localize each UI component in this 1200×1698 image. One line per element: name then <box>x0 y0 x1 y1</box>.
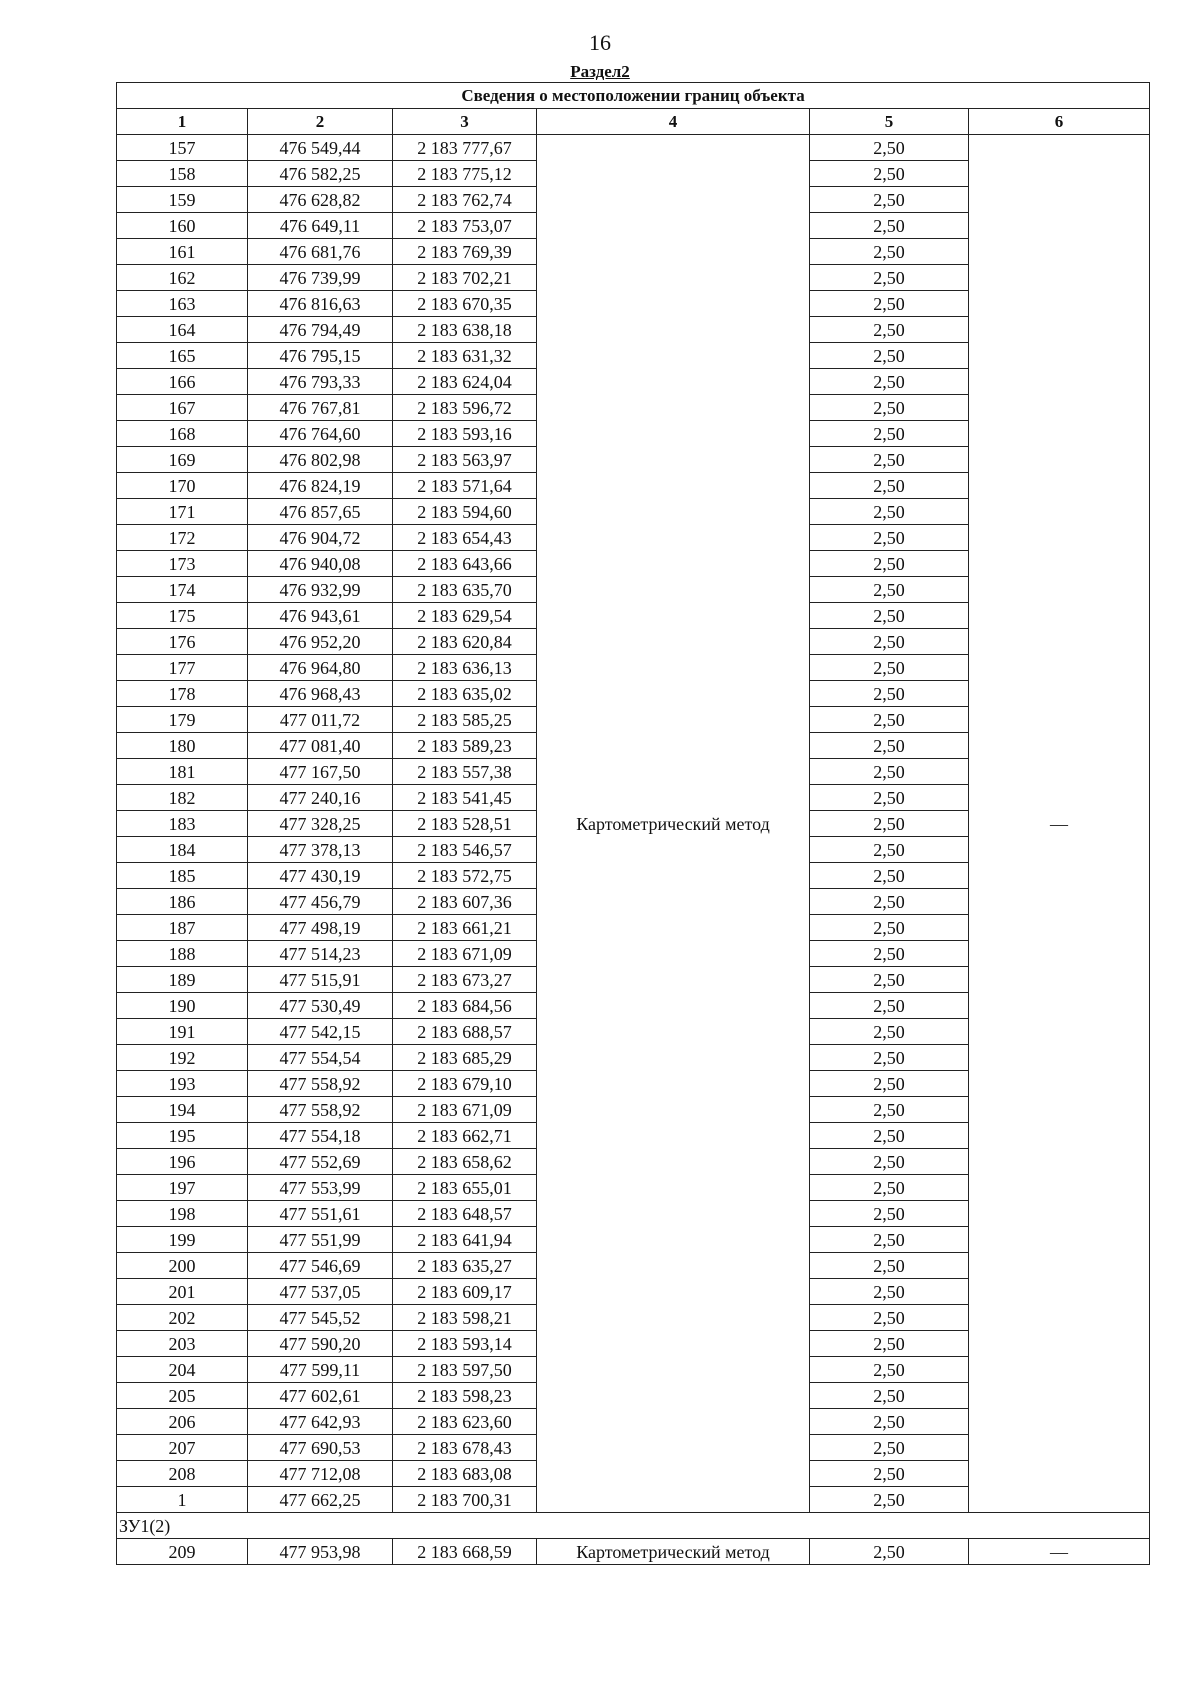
x-coordinate-cell: 477 456,79 <box>248 889 393 915</box>
accuracy-cell: 2,50 <box>810 525 969 551</box>
accuracy-cell: 2,50 <box>810 1279 969 1305</box>
accuracy-cell: 2,50 <box>810 317 969 343</box>
accuracy-cell: 2,50 <box>810 811 969 837</box>
point-number-cell: 195 <box>117 1123 248 1149</box>
x-coordinate-cell: 477 590,20 <box>248 1331 393 1357</box>
point-number-cell: 186 <box>117 889 248 915</box>
accuracy-cell: 2,50 <box>810 1071 969 1097</box>
column-header: 2 <box>248 109 393 135</box>
x-coordinate-cell: 476 904,72 <box>248 525 393 551</box>
x-coordinate-cell: 477 554,18 <box>248 1123 393 1149</box>
y-coordinate-cell: 2 183 635,02 <box>393 681 537 707</box>
description-cell: — <box>969 135 1150 1513</box>
point-number-cell: 198 <box>117 1201 248 1227</box>
y-coordinate-cell: 2 183 762,74 <box>393 187 537 213</box>
accuracy-cell: 2,50 <box>810 1097 969 1123</box>
y-coordinate-cell: 2 183 563,97 <box>393 447 537 473</box>
accuracy-cell: 2,50 <box>810 1409 969 1435</box>
y-coordinate-cell: 2 183 585,25 <box>393 707 537 733</box>
point-number-cell: 179 <box>117 707 248 733</box>
point-number-cell: 1 <box>117 1487 248 1513</box>
point-number-cell: 157 <box>117 135 248 161</box>
x-coordinate-cell: 476 964,80 <box>248 655 393 681</box>
x-coordinate-cell: 477 554,54 <box>248 1045 393 1071</box>
point-number-cell: 169 <box>117 447 248 473</box>
accuracy-cell: 2,50 <box>810 447 969 473</box>
column-header: 3 <box>393 109 537 135</box>
x-coordinate-cell: 477 546,69 <box>248 1253 393 1279</box>
accuracy-cell: 2,50 <box>810 577 969 603</box>
y-coordinate-cell: 2 183 658,62 <box>393 1149 537 1175</box>
point-number-cell: 172 <box>117 525 248 551</box>
x-coordinate-cell: 477 498,19 <box>248 915 393 941</box>
column-header: 5 <box>810 109 969 135</box>
x-coordinate-cell: 476 943,61 <box>248 603 393 629</box>
accuracy-cell: 2,50 <box>810 395 969 421</box>
x-coordinate-cell: 476 968,43 <box>248 681 393 707</box>
x-coordinate-cell: 477 953,98 <box>248 1539 393 1565</box>
point-number-cell: 163 <box>117 291 248 317</box>
point-number-cell: 202 <box>117 1305 248 1331</box>
accuracy-cell: 2,50 <box>810 1149 969 1175</box>
y-coordinate-cell: 2 183 598,21 <box>393 1305 537 1331</box>
boundary-coordinates-table <box>116 82 1150 1565</box>
point-number-cell: 199 <box>117 1227 248 1253</box>
point-number-cell: 184 <box>117 837 248 863</box>
point-number-cell: 181 <box>117 759 248 785</box>
x-coordinate-cell: 476 795,15 <box>248 343 393 369</box>
y-coordinate-cell: 2 183 654,43 <box>393 525 537 551</box>
y-coordinate-cell: 2 183 685,29 <box>393 1045 537 1071</box>
column-header: 1 <box>117 109 248 135</box>
point-number-cell: 175 <box>117 603 248 629</box>
table-caption: Сведения о местоположении границ объекта <box>117 83 1150 109</box>
y-coordinate-cell: 2 183 631,32 <box>393 343 537 369</box>
x-coordinate-cell: 477 530,49 <box>248 993 393 1019</box>
accuracy-cell: 2,50 <box>810 499 969 525</box>
y-coordinate-cell: 2 183 700,31 <box>393 1487 537 1513</box>
parcel-subheading-row <box>117 1513 1150 1539</box>
x-coordinate-cell: 476 764,60 <box>248 421 393 447</box>
point-number-cell: 188 <box>117 941 248 967</box>
x-coordinate-cell: 477 553,99 <box>248 1175 393 1201</box>
x-coordinate-cell: 477 558,92 <box>248 1097 393 1123</box>
y-coordinate-cell: 2 183 688,57 <box>393 1019 537 1045</box>
x-coordinate-cell: 476 681,76 <box>248 239 393 265</box>
y-coordinate-cell: 2 183 596,72 <box>393 395 537 421</box>
accuracy-cell: 2,50 <box>810 421 969 447</box>
column-header: 6 <box>969 109 1150 135</box>
y-coordinate-cell: 2 183 572,75 <box>393 863 537 889</box>
point-number-cell: 209 <box>117 1539 248 1565</box>
column-header: 4 <box>537 109 810 135</box>
table-row <box>117 135 1150 161</box>
y-coordinate-cell: 2 183 593,14 <box>393 1331 537 1357</box>
point-number-cell: 206 <box>117 1409 248 1435</box>
description-cell: — <box>969 1539 1150 1565</box>
point-number-cell: 193 <box>117 1071 248 1097</box>
page-number: 16 <box>589 30 611 55</box>
x-coordinate-cell: 476 824,19 <box>248 473 393 499</box>
y-coordinate-cell: 2 183 546,57 <box>393 837 537 863</box>
x-coordinate-cell: 476 549,44 <box>248 135 393 161</box>
accuracy-cell: 2,50 <box>810 603 969 629</box>
point-number-cell: 165 <box>117 343 248 369</box>
accuracy-cell: 2,50 <box>810 239 969 265</box>
x-coordinate-cell: 477 558,92 <box>248 1071 393 1097</box>
x-coordinate-cell: 476 857,65 <box>248 499 393 525</box>
accuracy-cell: 2,50 <box>810 213 969 239</box>
x-coordinate-cell: 476 802,98 <box>248 447 393 473</box>
x-coordinate-cell: 476 793,33 <box>248 369 393 395</box>
column-header-row <box>117 109 1150 135</box>
x-coordinate-cell: 476 932,99 <box>248 577 393 603</box>
y-coordinate-cell: 2 183 623,60 <box>393 1409 537 1435</box>
accuracy-cell: 2,50 <box>810 785 969 811</box>
x-coordinate-cell: 476 649,11 <box>248 213 393 239</box>
accuracy-cell: 2,50 <box>810 1357 969 1383</box>
y-coordinate-cell: 2 183 629,54 <box>393 603 537 629</box>
point-number-cell: 176 <box>117 629 248 655</box>
y-coordinate-cell: 2 183 571,64 <box>393 473 537 499</box>
accuracy-cell: 2,50 <box>810 941 969 967</box>
y-coordinate-cell: 2 183 624,04 <box>393 369 537 395</box>
point-number-cell: 177 <box>117 655 248 681</box>
accuracy-cell: 2,50 <box>810 993 969 1019</box>
x-coordinate-cell: 476 582,25 <box>248 161 393 187</box>
point-number-cell: 191 <box>117 1019 248 1045</box>
point-number-cell: 194 <box>117 1097 248 1123</box>
x-coordinate-cell: 476 628,82 <box>248 187 393 213</box>
accuracy-cell: 2,50 <box>810 681 969 707</box>
point-number-cell: 159 <box>117 187 248 213</box>
point-number-cell: 173 <box>117 551 248 577</box>
point-number-cell: 182 <box>117 785 248 811</box>
accuracy-cell: 2,50 <box>810 733 969 759</box>
point-number-cell: 166 <box>117 369 248 395</box>
accuracy-cell: 2,50 <box>810 1045 969 1071</box>
accuracy-cell: 2,50 <box>810 1227 969 1253</box>
y-coordinate-cell: 2 183 593,16 <box>393 421 537 447</box>
accuracy-cell: 2,50 <box>810 161 969 187</box>
y-coordinate-cell: 2 183 541,45 <box>393 785 537 811</box>
x-coordinate-cell: 477 378,13 <box>248 837 393 863</box>
y-coordinate-cell: 2 183 597,50 <box>393 1357 537 1383</box>
point-number-cell: 167 <box>117 395 248 421</box>
point-number-cell: 204 <box>117 1357 248 1383</box>
y-coordinate-cell: 2 183 775,12 <box>393 161 537 187</box>
accuracy-cell: 2,50 <box>810 1123 969 1149</box>
table-row <box>117 1539 1150 1565</box>
point-number-cell: 201 <box>117 1279 248 1305</box>
x-coordinate-cell: 476 739,99 <box>248 265 393 291</box>
y-coordinate-cell: 2 183 638,18 <box>393 317 537 343</box>
accuracy-cell: 2,50 <box>810 1539 969 1565</box>
accuracy-cell: 2,50 <box>810 655 969 681</box>
point-number-cell: 164 <box>117 317 248 343</box>
accuracy-cell: 2,50 <box>810 863 969 889</box>
accuracy-cell: 2,50 <box>810 1019 969 1045</box>
point-number-cell: 168 <box>117 421 248 447</box>
accuracy-cell: 2,50 <box>810 187 969 213</box>
point-number-cell: 158 <box>117 161 248 187</box>
x-coordinate-cell: 476 816,63 <box>248 291 393 317</box>
point-number-cell: 161 <box>117 239 248 265</box>
point-number-cell: 205 <box>117 1383 248 1409</box>
y-coordinate-cell: 2 183 643,66 <box>393 551 537 577</box>
point-number-cell: 203 <box>117 1331 248 1357</box>
point-number-cell: 207 <box>117 1435 248 1461</box>
x-coordinate-cell: 477 712,08 <box>248 1461 393 1487</box>
y-coordinate-cell: 2 183 671,09 <box>393 1097 537 1123</box>
point-number-cell: 162 <box>117 265 248 291</box>
x-coordinate-cell: 477 430,19 <box>248 863 393 889</box>
point-number-cell: 196 <box>117 1149 248 1175</box>
x-coordinate-cell: 477 545,52 <box>248 1305 393 1331</box>
x-coordinate-cell: 477 551,61 <box>248 1201 393 1227</box>
accuracy-cell: 2,50 <box>810 135 969 161</box>
accuracy-cell: 2,50 <box>810 629 969 655</box>
y-coordinate-cell: 2 183 635,70 <box>393 577 537 603</box>
accuracy-cell: 2,50 <box>810 265 969 291</box>
x-coordinate-cell: 476 952,20 <box>248 629 393 655</box>
accuracy-cell: 2,50 <box>810 1201 969 1227</box>
method-cell: Картометрический метод <box>537 1539 810 1565</box>
point-number-cell: 190 <box>117 993 248 1019</box>
accuracy-cell: 2,50 <box>810 1487 969 1513</box>
point-number-cell: 160 <box>117 213 248 239</box>
y-coordinate-cell: 2 183 684,56 <box>393 993 537 1019</box>
x-coordinate-cell: 477 011,72 <box>248 707 393 733</box>
y-coordinate-cell: 2 183 620,84 <box>393 629 537 655</box>
accuracy-cell: 2,50 <box>810 1461 969 1487</box>
y-coordinate-cell: 2 183 607,36 <box>393 889 537 915</box>
y-coordinate-cell: 2 183 668,59 <box>393 1539 537 1565</box>
x-coordinate-cell: 477 328,25 <box>248 811 393 837</box>
y-coordinate-cell: 2 183 673,27 <box>393 967 537 993</box>
y-coordinate-cell: 2 183 702,21 <box>393 265 537 291</box>
x-coordinate-cell: 477 081,40 <box>248 733 393 759</box>
accuracy-cell: 2,50 <box>810 915 969 941</box>
accuracy-cell: 2,50 <box>810 837 969 863</box>
x-coordinate-cell: 477 642,93 <box>248 1409 393 1435</box>
y-coordinate-cell: 2 183 635,27 <box>393 1253 537 1279</box>
y-coordinate-cell: 2 183 655,01 <box>393 1175 537 1201</box>
accuracy-cell: 2,50 <box>810 1253 969 1279</box>
y-coordinate-cell: 2 183 594,60 <box>393 499 537 525</box>
accuracy-cell: 2,50 <box>810 967 969 993</box>
accuracy-cell: 2,50 <box>810 889 969 915</box>
y-coordinate-cell: 2 183 777,67 <box>393 135 537 161</box>
accuracy-cell: 2,50 <box>810 369 969 395</box>
point-number-cell: 192 <box>117 1045 248 1071</box>
y-coordinate-cell: 2 183 679,10 <box>393 1071 537 1097</box>
table-body <box>117 135 1150 1565</box>
y-coordinate-cell: 2 183 662,71 <box>393 1123 537 1149</box>
accuracy-cell: 2,50 <box>810 291 969 317</box>
point-number-cell: 178 <box>117 681 248 707</box>
x-coordinate-cell: 476 767,81 <box>248 395 393 421</box>
method-cell: Картометрический метод <box>537 135 810 1513</box>
x-coordinate-cell: 477 662,25 <box>248 1487 393 1513</box>
point-number-cell: 208 <box>117 1461 248 1487</box>
accuracy-cell: 2,50 <box>810 1435 969 1461</box>
point-number-cell: 189 <box>117 967 248 993</box>
accuracy-cell: 2,50 <box>810 551 969 577</box>
x-coordinate-cell: 477 537,05 <box>248 1279 393 1305</box>
point-number-cell: 185 <box>117 863 248 889</box>
x-coordinate-cell: 477 515,91 <box>248 967 393 993</box>
point-number-cell: 174 <box>117 577 248 603</box>
x-coordinate-cell: 477 542,15 <box>248 1019 393 1045</box>
x-coordinate-cell: 476 940,08 <box>248 551 393 577</box>
point-number-cell: 197 <box>117 1175 248 1201</box>
point-number-cell: 180 <box>117 733 248 759</box>
point-number-cell: 200 <box>117 1253 248 1279</box>
point-number-cell: 183 <box>117 811 248 837</box>
y-coordinate-cell: 2 183 648,57 <box>393 1201 537 1227</box>
x-coordinate-cell: 477 602,61 <box>248 1383 393 1409</box>
y-coordinate-cell: 2 183 598,23 <box>393 1383 537 1409</box>
x-coordinate-cell: 477 599,11 <box>248 1357 393 1383</box>
accuracy-cell: 2,50 <box>810 707 969 733</box>
y-coordinate-cell: 2 183 683,08 <box>393 1461 537 1487</box>
y-coordinate-cell: 2 183 557,38 <box>393 759 537 785</box>
y-coordinate-cell: 2 183 678,43 <box>393 1435 537 1461</box>
parcel-label: ЗУ1(2) <box>117 1513 1150 1539</box>
accuracy-cell: 2,50 <box>810 1383 969 1409</box>
y-coordinate-cell: 2 183 589,23 <box>393 733 537 759</box>
y-coordinate-cell: 2 183 670,35 <box>393 291 537 317</box>
x-coordinate-cell: 477 167,50 <box>248 759 393 785</box>
accuracy-cell: 2,50 <box>810 343 969 369</box>
accuracy-cell: 2,50 <box>810 1305 969 1331</box>
point-number-cell: 171 <box>117 499 248 525</box>
x-coordinate-cell: 476 794,49 <box>248 317 393 343</box>
y-coordinate-cell: 2 183 528,51 <box>393 811 537 837</box>
y-coordinate-cell: 2 183 641,94 <box>393 1227 537 1253</box>
accuracy-cell: 2,50 <box>810 1175 969 1201</box>
accuracy-cell: 2,50 <box>810 473 969 499</box>
y-coordinate-cell: 2 183 769,39 <box>393 239 537 265</box>
y-coordinate-cell: 2 183 661,21 <box>393 915 537 941</box>
y-coordinate-cell: 2 183 753,07 <box>393 213 537 239</box>
x-coordinate-cell: 477 552,69 <box>248 1149 393 1175</box>
point-number-cell: 187 <box>117 915 248 941</box>
y-coordinate-cell: 2 183 671,09 <box>393 941 537 967</box>
section-title: Раздел2 <box>570 62 630 81</box>
x-coordinate-cell: 477 690,53 <box>248 1435 393 1461</box>
accuracy-cell: 2,50 <box>810 1331 969 1357</box>
x-coordinate-cell: 477 551,99 <box>248 1227 393 1253</box>
y-coordinate-cell: 2 183 609,17 <box>393 1279 537 1305</box>
accuracy-cell: 2,50 <box>810 759 969 785</box>
x-coordinate-cell: 477 240,16 <box>248 785 393 811</box>
y-coordinate-cell: 2 183 636,13 <box>393 655 537 681</box>
point-number-cell: 170 <box>117 473 248 499</box>
x-coordinate-cell: 477 514,23 <box>248 941 393 967</box>
